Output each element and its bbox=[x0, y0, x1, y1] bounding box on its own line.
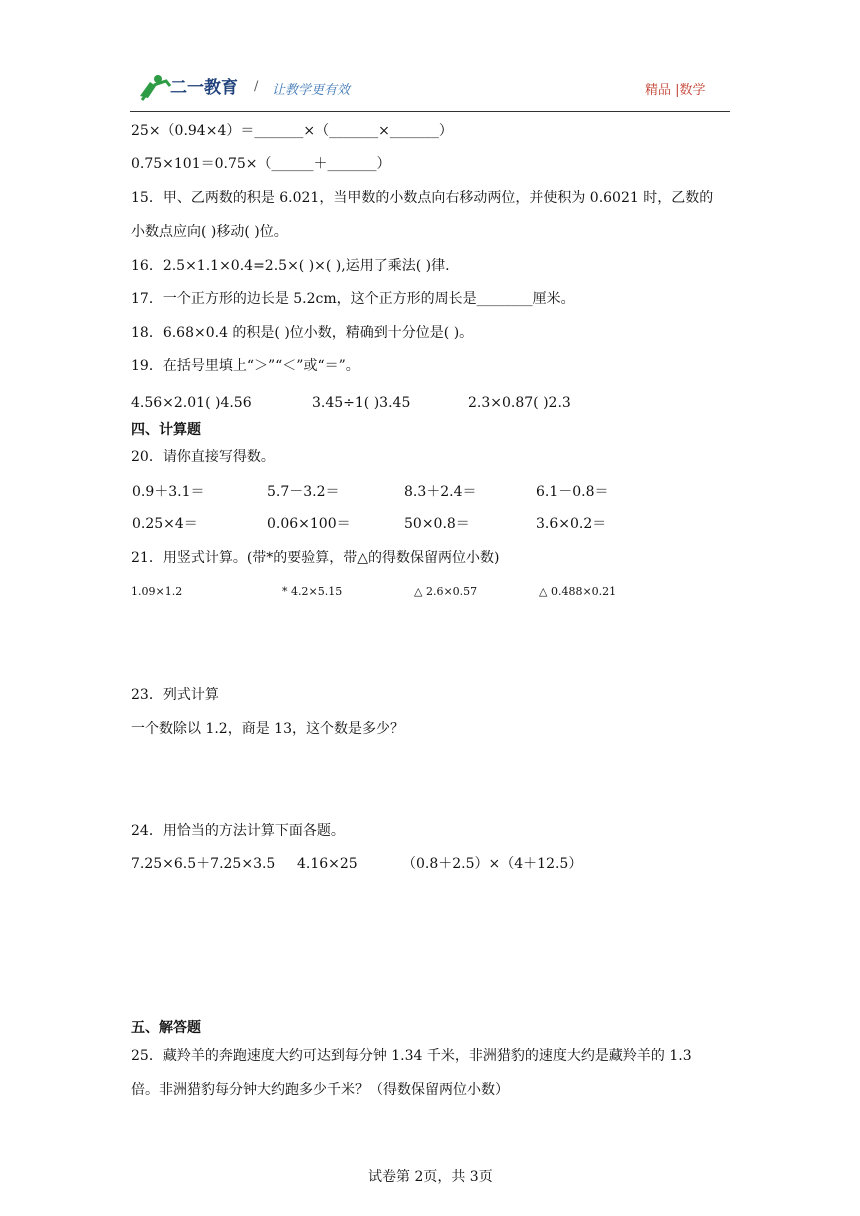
q20-r2-c4: 3.6×0.2＝ bbox=[536, 516, 607, 532]
q14-line2: 0.75×101＝0.75×（______＋_______） bbox=[131, 156, 391, 172]
q24-stem: 24．用恰当的方法计算下面各题。 bbox=[131, 823, 345, 839]
q21-item-4: △ 0.488×0.21 bbox=[539, 585, 617, 598]
q20-r1-c4: 6.1－0.8＝ bbox=[536, 484, 609, 500]
q20-stem: 20．请你直接写得数。 bbox=[131, 449, 275, 465]
header-subject: 精品 |数学 bbox=[645, 83, 706, 98]
q25-line1: 25．藏羚羊的奔跑速度大约可达到每分钟 1.34 千米，非洲猎豹的速度大约是藏羚羊的 1.3 bbox=[131, 1048, 692, 1064]
header-slash: / bbox=[254, 79, 259, 94]
q14-line1: 25×（0.94×4）＝_______×（_______×_______） bbox=[131, 123, 453, 139]
q20-r1-c1: 0.9＋3.1＝ bbox=[132, 484, 205, 500]
q16: 16．2.5×1.1×0.4=2.5×( )×( ),运用了乘法( )律. bbox=[131, 258, 450, 274]
page-footer: 试卷第 2页，共 3页 bbox=[368, 1169, 493, 1185]
q20-r2-c2: 0.06×100＝ bbox=[267, 516, 351, 532]
q18: 18．6.68×0.4 的积是( )位小数，精确到十分位是( )。 bbox=[131, 325, 474, 341]
q15-line1: 15．甲、乙两数的积是 6.021，当甲数的小数点向右移动两位，并使积为 0.6021 时，乙数的 bbox=[131, 190, 714, 206]
q24-item-2: 4.16×25 bbox=[297, 856, 358, 872]
q21-item-2: * 4.2×5.15 bbox=[282, 585, 343, 598]
q20-r1-c3: 8.3＋2.4＝ bbox=[404, 484, 477, 500]
q21-stem: 21．用竖式计算。(带*的要验算，带△的得数保留两位小数) bbox=[131, 550, 500, 566]
logo-text: 二一教育 bbox=[170, 78, 238, 98]
q17: 17．一个正方形的边长是 5.2cm，这个正方形的周长是________厘米。 bbox=[131, 291, 575, 307]
q19-item-2: 3.45÷1( )3.45 bbox=[312, 395, 411, 411]
q19-item-3: 2.3×0.87( )2.3 bbox=[468, 395, 571, 411]
q15-line2: 小数点应向( )移动( )位。 bbox=[131, 224, 288, 240]
q25-line2: 倍。非洲猎豹每分钟大约跑多少千米？（得数保留两位小数） bbox=[131, 1082, 509, 1098]
q19-item-1: 4.56×2.01( )4.56 bbox=[131, 395, 252, 411]
q20-r1-c2: 5.7－3.2＝ bbox=[267, 484, 340, 500]
q24-item-3: （0.8＋2.5）×（4＋12.5） bbox=[402, 856, 583, 872]
q23-stem: 23．列式计算 bbox=[131, 687, 219, 703]
section-5-heading: 五、解答题 bbox=[131, 1020, 201, 1036]
q24-item-1: 7.25×6.5＋7.25×3.5 bbox=[131, 856, 276, 872]
header-rule bbox=[130, 111, 730, 112]
q20-r2-c3: 50×0.8＝ bbox=[404, 516, 470, 532]
q21-item-1: 1.09×1.2 bbox=[131, 585, 183, 598]
q19-stem: 19．在括号里填上“＞”“＜”或“＝”。 bbox=[131, 358, 360, 374]
q23-text: 一个数除以 1.2，商是 13，这个数是多少？ bbox=[131, 721, 404, 737]
q21-item-3: △ 2.6×0.57 bbox=[414, 585, 478, 598]
q20-r2-c1: 0.25×4＝ bbox=[132, 516, 198, 532]
header-slogan: 让教学更有效 bbox=[272, 83, 351, 98]
section-4-heading: 四、计算题 bbox=[131, 422, 201, 438]
